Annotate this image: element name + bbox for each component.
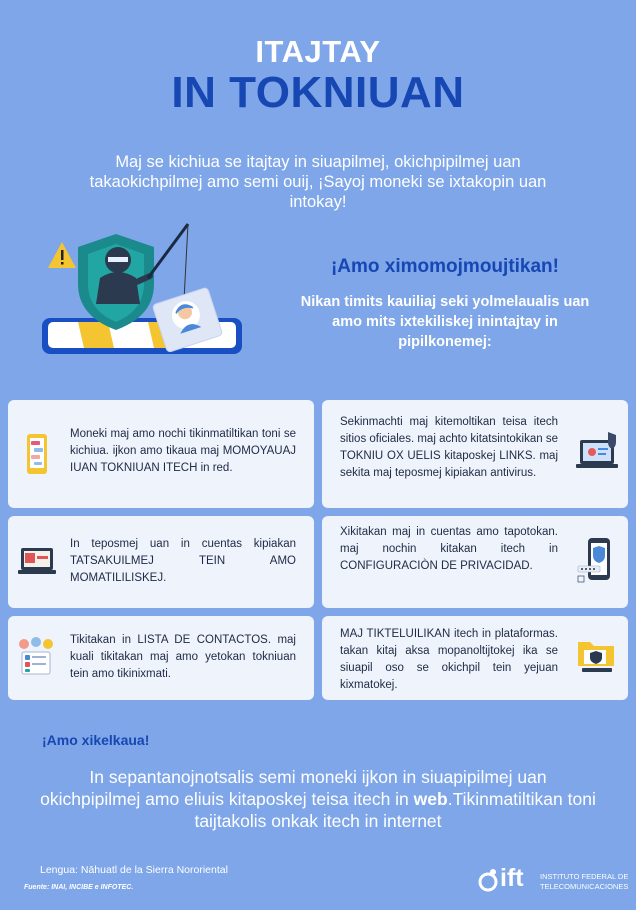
hacker-phishing-illustration	[38, 222, 250, 362]
tip-card-6	[322, 616, 628, 700]
bottom-text-bold: web	[413, 789, 448, 809]
warning-text: Nikan timits kauiliaj seki yolmelaualis uan amo mits ixtekiliskej inintajtay in pipilkonemej:	[300, 294, 590, 350]
laptop-lock-icon	[18, 544, 56, 578]
tip-card-5	[8, 616, 314, 700]
bottom-text-end: .Tikinmatiltikan toni taijtakolis onkak itech in internet	[194, 789, 596, 831]
source-label: Fuente: INAI, INCIBE e INFOTEC.	[24, 884, 134, 891]
tip-card-6-text: MAJ TIKTELUILIKAN itech in plataformas. takan kitaj aksa mopanoltijtokej ika se siuapil oso se okichpil tein yejuan kixmatokej.	[340, 628, 558, 691]
phone-password-icon	[574, 536, 616, 586]
report-alert-icon	[574, 634, 618, 674]
language-label: Lengua: Nāhuatl de la Sierra Nororiental	[40, 864, 228, 876]
tip-card-1-text: Moneki maj amo nochi tikinmatiltikan toni se kichiua. ijkon amo tikaua maj MOMOYAUAJ IUAN TOKNIUAN ITECH in red.	[70, 428, 296, 474]
tip-card-2	[322, 400, 628, 508]
contacts-icon	[16, 636, 56, 678]
tip-card-2-text: Sekinmachti maj kitemoltikan teisa itech sitios oficiales. maj achto kitatsintokikan se TOKNIU OX UELIS kitaposkej LINKS. maj sekita maj teposmej kipiakan antivirus.	[340, 416, 558, 479]
bottom-text-main: In sepantanojnotsalis semi moneki ijkon in siuapipilmej uan okichpipilmej amo eliuis kitaposkej teisa itech in	[40, 767, 547, 809]
title-line1: ITAJTAY	[255, 34, 381, 69]
bottom-text	[40, 766, 596, 832]
laptop-security-icon	[574, 430, 622, 472]
tip-card-4	[322, 516, 628, 608]
ift-logo-text: ift	[500, 864, 524, 892]
tip-card-1	[8, 400, 314, 508]
tip-card-3	[8, 516, 314, 608]
title-line2: IN TOKNIUAN	[171, 68, 465, 117]
warning-title: ¡Amo ximomojmoujtikan!	[330, 256, 559, 277]
tip-card-5-text: Tikitakan in LISTA DE CONTACTOS. maj kuali tikitakan maj amo yetokan tokniuan tein amo tikinixmati.	[70, 634, 296, 680]
bottom-title: ¡Amo xikelkaua!	[42, 732, 150, 748]
tip-card-4-text: Xikitakan maj in cuentas amo tapotokan. maj nochin kitakan itech in CONFIGURACIÒN DE PRIVACIDAD.	[340, 526, 558, 572]
phone-chat-icon	[22, 432, 52, 476]
ift-logo	[478, 866, 634, 896]
intro-text: Maj se kichiua se itajtay in siuapilmej, okichpipilmej uan takaokichpilmej amo semi ouij, ¡Sayoj moneki se ixtakopin uan intokay!	[89, 153, 547, 211]
ift-logo-sub2: TELECOMUNICACIONES	[540, 882, 629, 891]
ift-logo-icon	[478, 868, 498, 892]
ift-logo-sub1: INSTITUTO FEDERAL DE	[540, 872, 629, 881]
tip-card-3-text: In teposmej uan in cuentas kipiakan TATSAKUILMEJ TEIN AMO MOMATILILISKEJ.	[70, 538, 296, 584]
